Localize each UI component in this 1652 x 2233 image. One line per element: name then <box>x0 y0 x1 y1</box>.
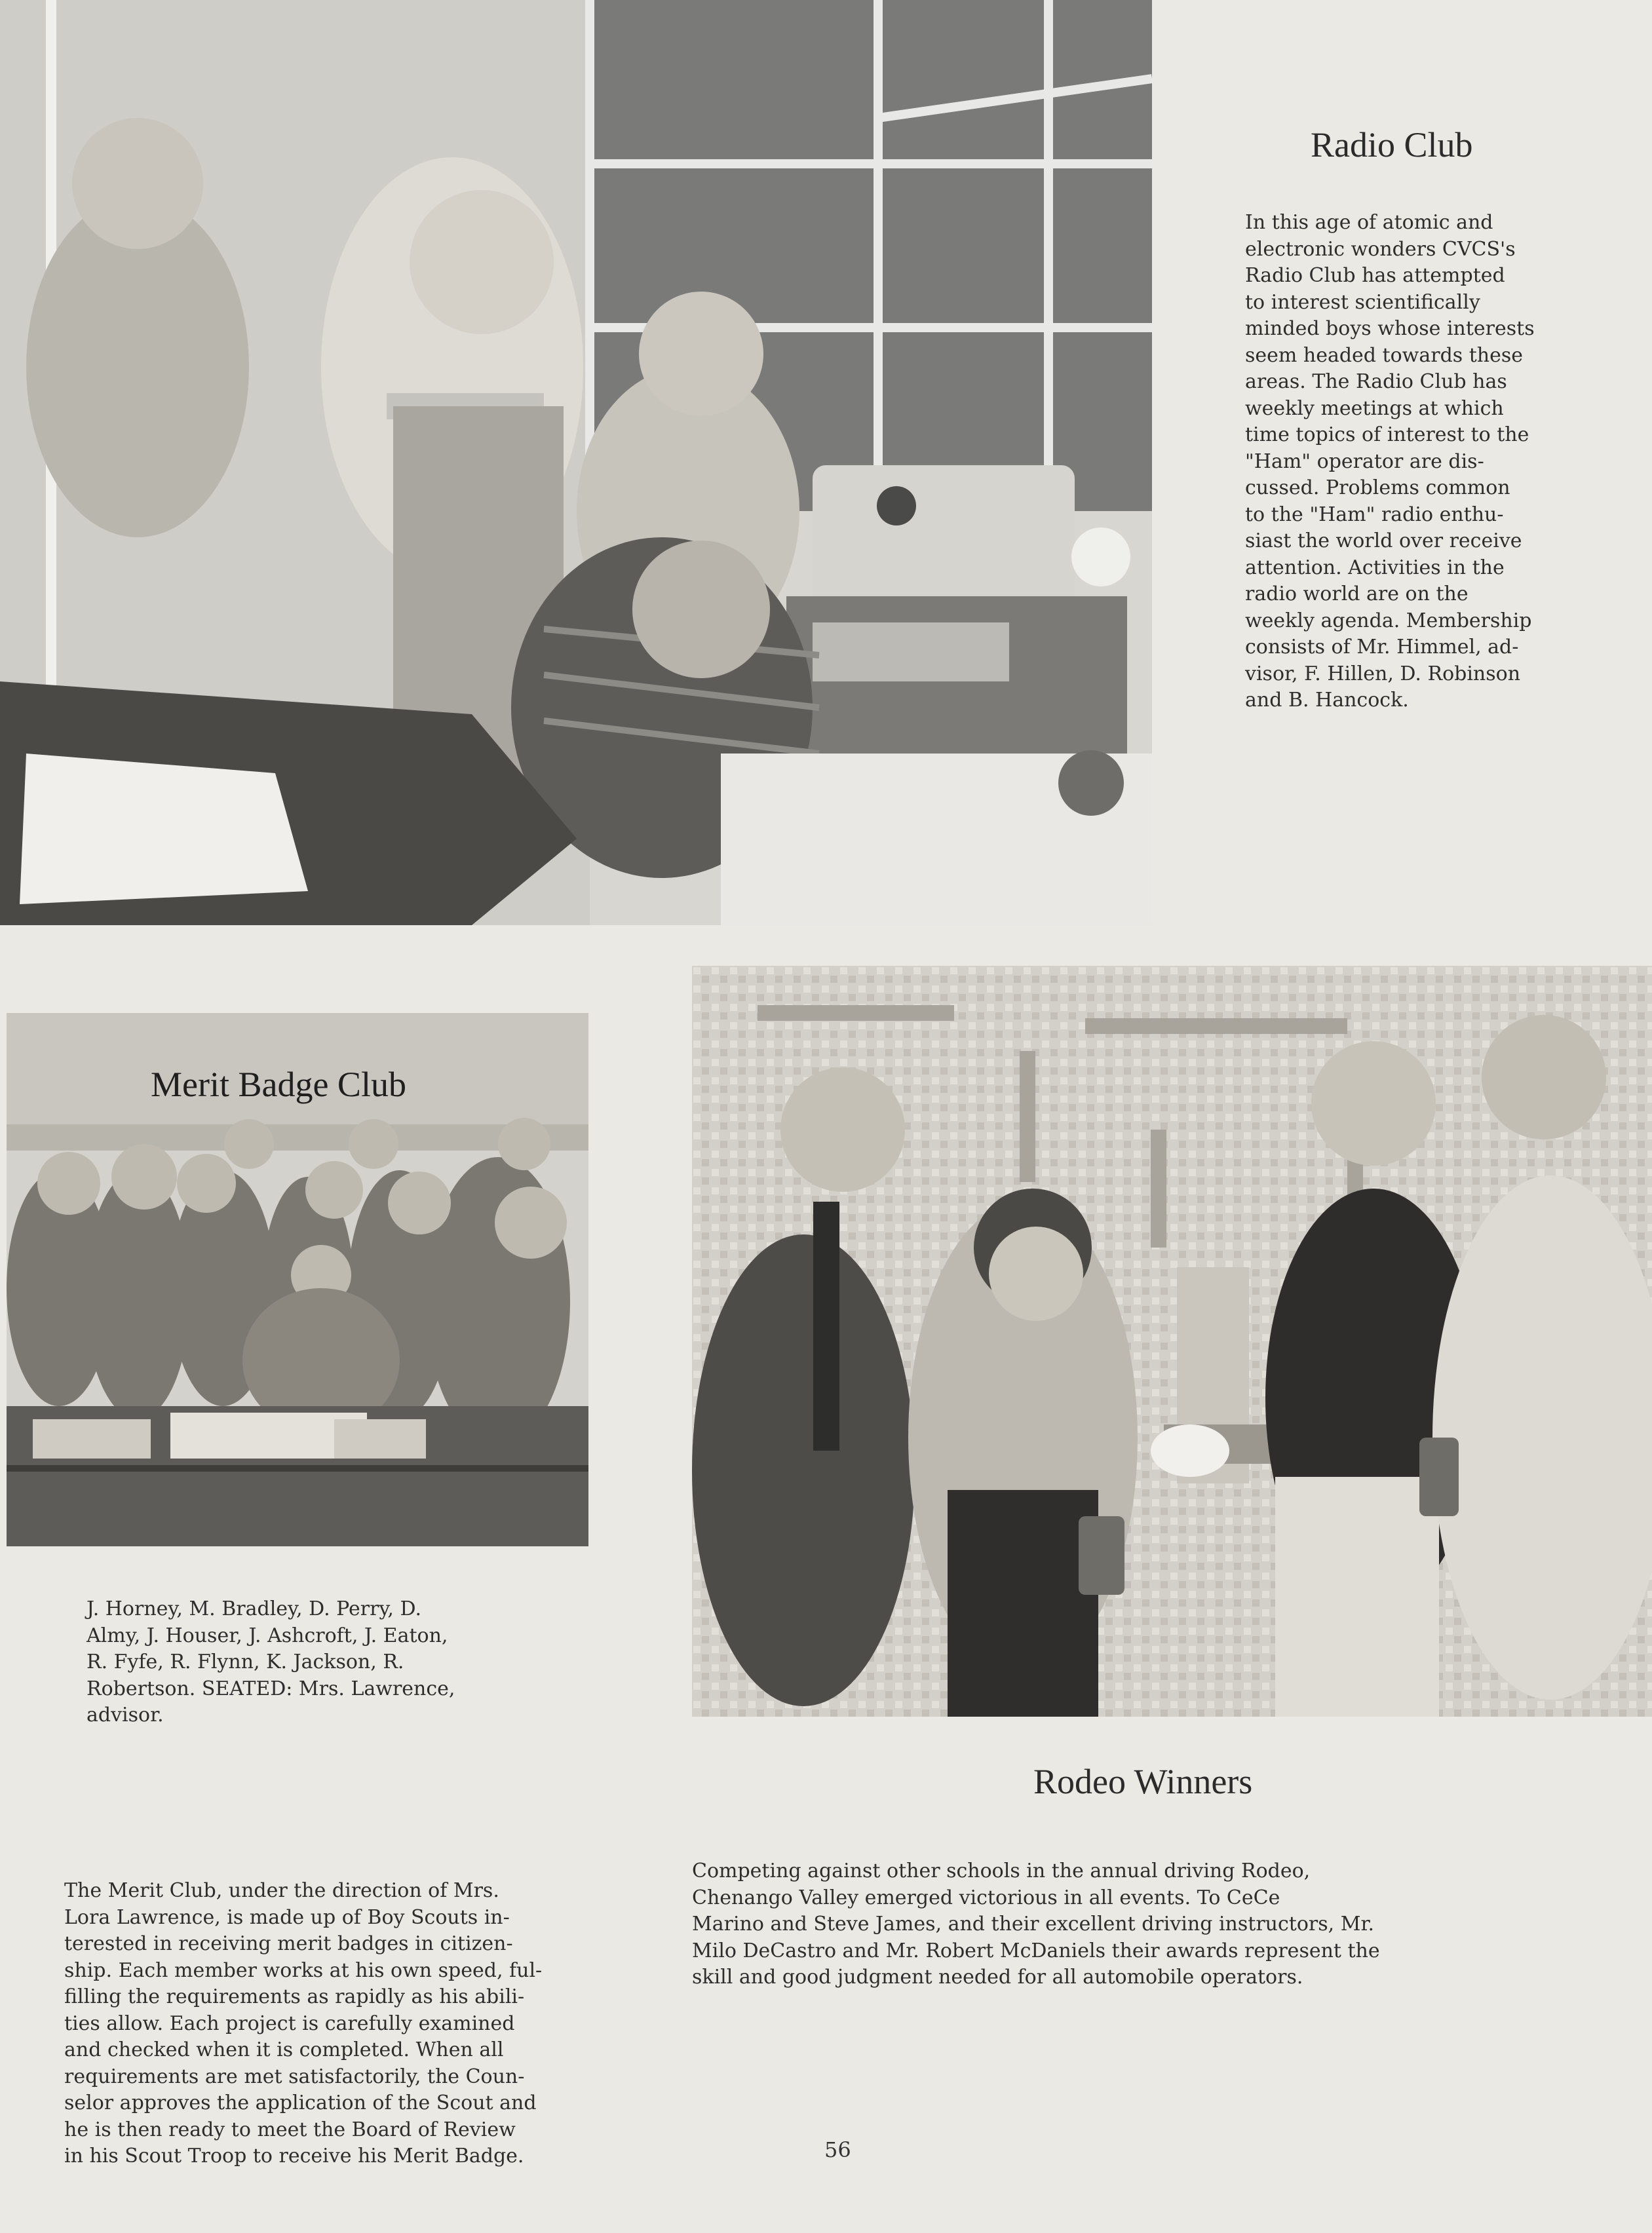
radio-club-photo <box>0 0 1152 925</box>
rodeo-winners-photo <box>692 966 1652 1717</box>
radio-club-body: In this age of atomic and electronic wonders CVCS's Radio Club has attempted to interest scientifically minded boys whose interests seem headed towards these areas. The Radio Club has weekly meetings at which time topics of interest to the "Ham" operator are dis- cussed. Problems common to the "Ham" radio enthu- siast the world over receive attention. Activities in the radio world are on the weekly agenda. Membership consists of Mr. Himmel, ad- visor, F. Hillen, D. Robinson and B. Hancock. <box>1245 211 1535 712</box>
radio-club-heading: Radio Club <box>1311 125 1473 164</box>
rodeo-winners-body: Competing against other schools in the annual driving Rodeo, Chenango Valley emerged victorious in all events. To CeCe Marino and Steve James, and their excellent driving instructors, Mr. Milo DeCastro and Mr. Robert McDaniels their awards represent the skill and good judgment needed for all automobile operators. <box>692 1860 1380 1989</box>
merit-badge-club-title: Merit Badge Club <box>151 1065 406 1104</box>
page-number: 56 <box>824 2137 851 2162</box>
rodeo-winners-heading: Rodeo Winners <box>1033 1762 1253 1801</box>
merit-badge-club-caption: J. Horney, M. Bradley, D. Perry, D. Almy, J. Houser, J. Ashcroft, J. Eaton, R. Fyfe, R. Flynn, K. Jackson, R. Robertson. SEATED: Mrs. Lawrence, advisor. <box>86 1597 455 1727</box>
merit-badge-club-body: The Merit Club, under the direction of Mrs. Lora Lawrence, is made up of Boy Scouts in- terested in receiving merit badges in citizen- ship. Each member works at his own speed, ful- filling the requirements as rapidly as his abili- ties allow. Each project is carefully examined and checked when it is completed. When all requirements are met satisfactorily, the Coun- selor approves the application of the Scout and he is then ready to meet the Board of Review in his Scout Troop to receive his Merit Badge. <box>64 1879 543 2167</box>
